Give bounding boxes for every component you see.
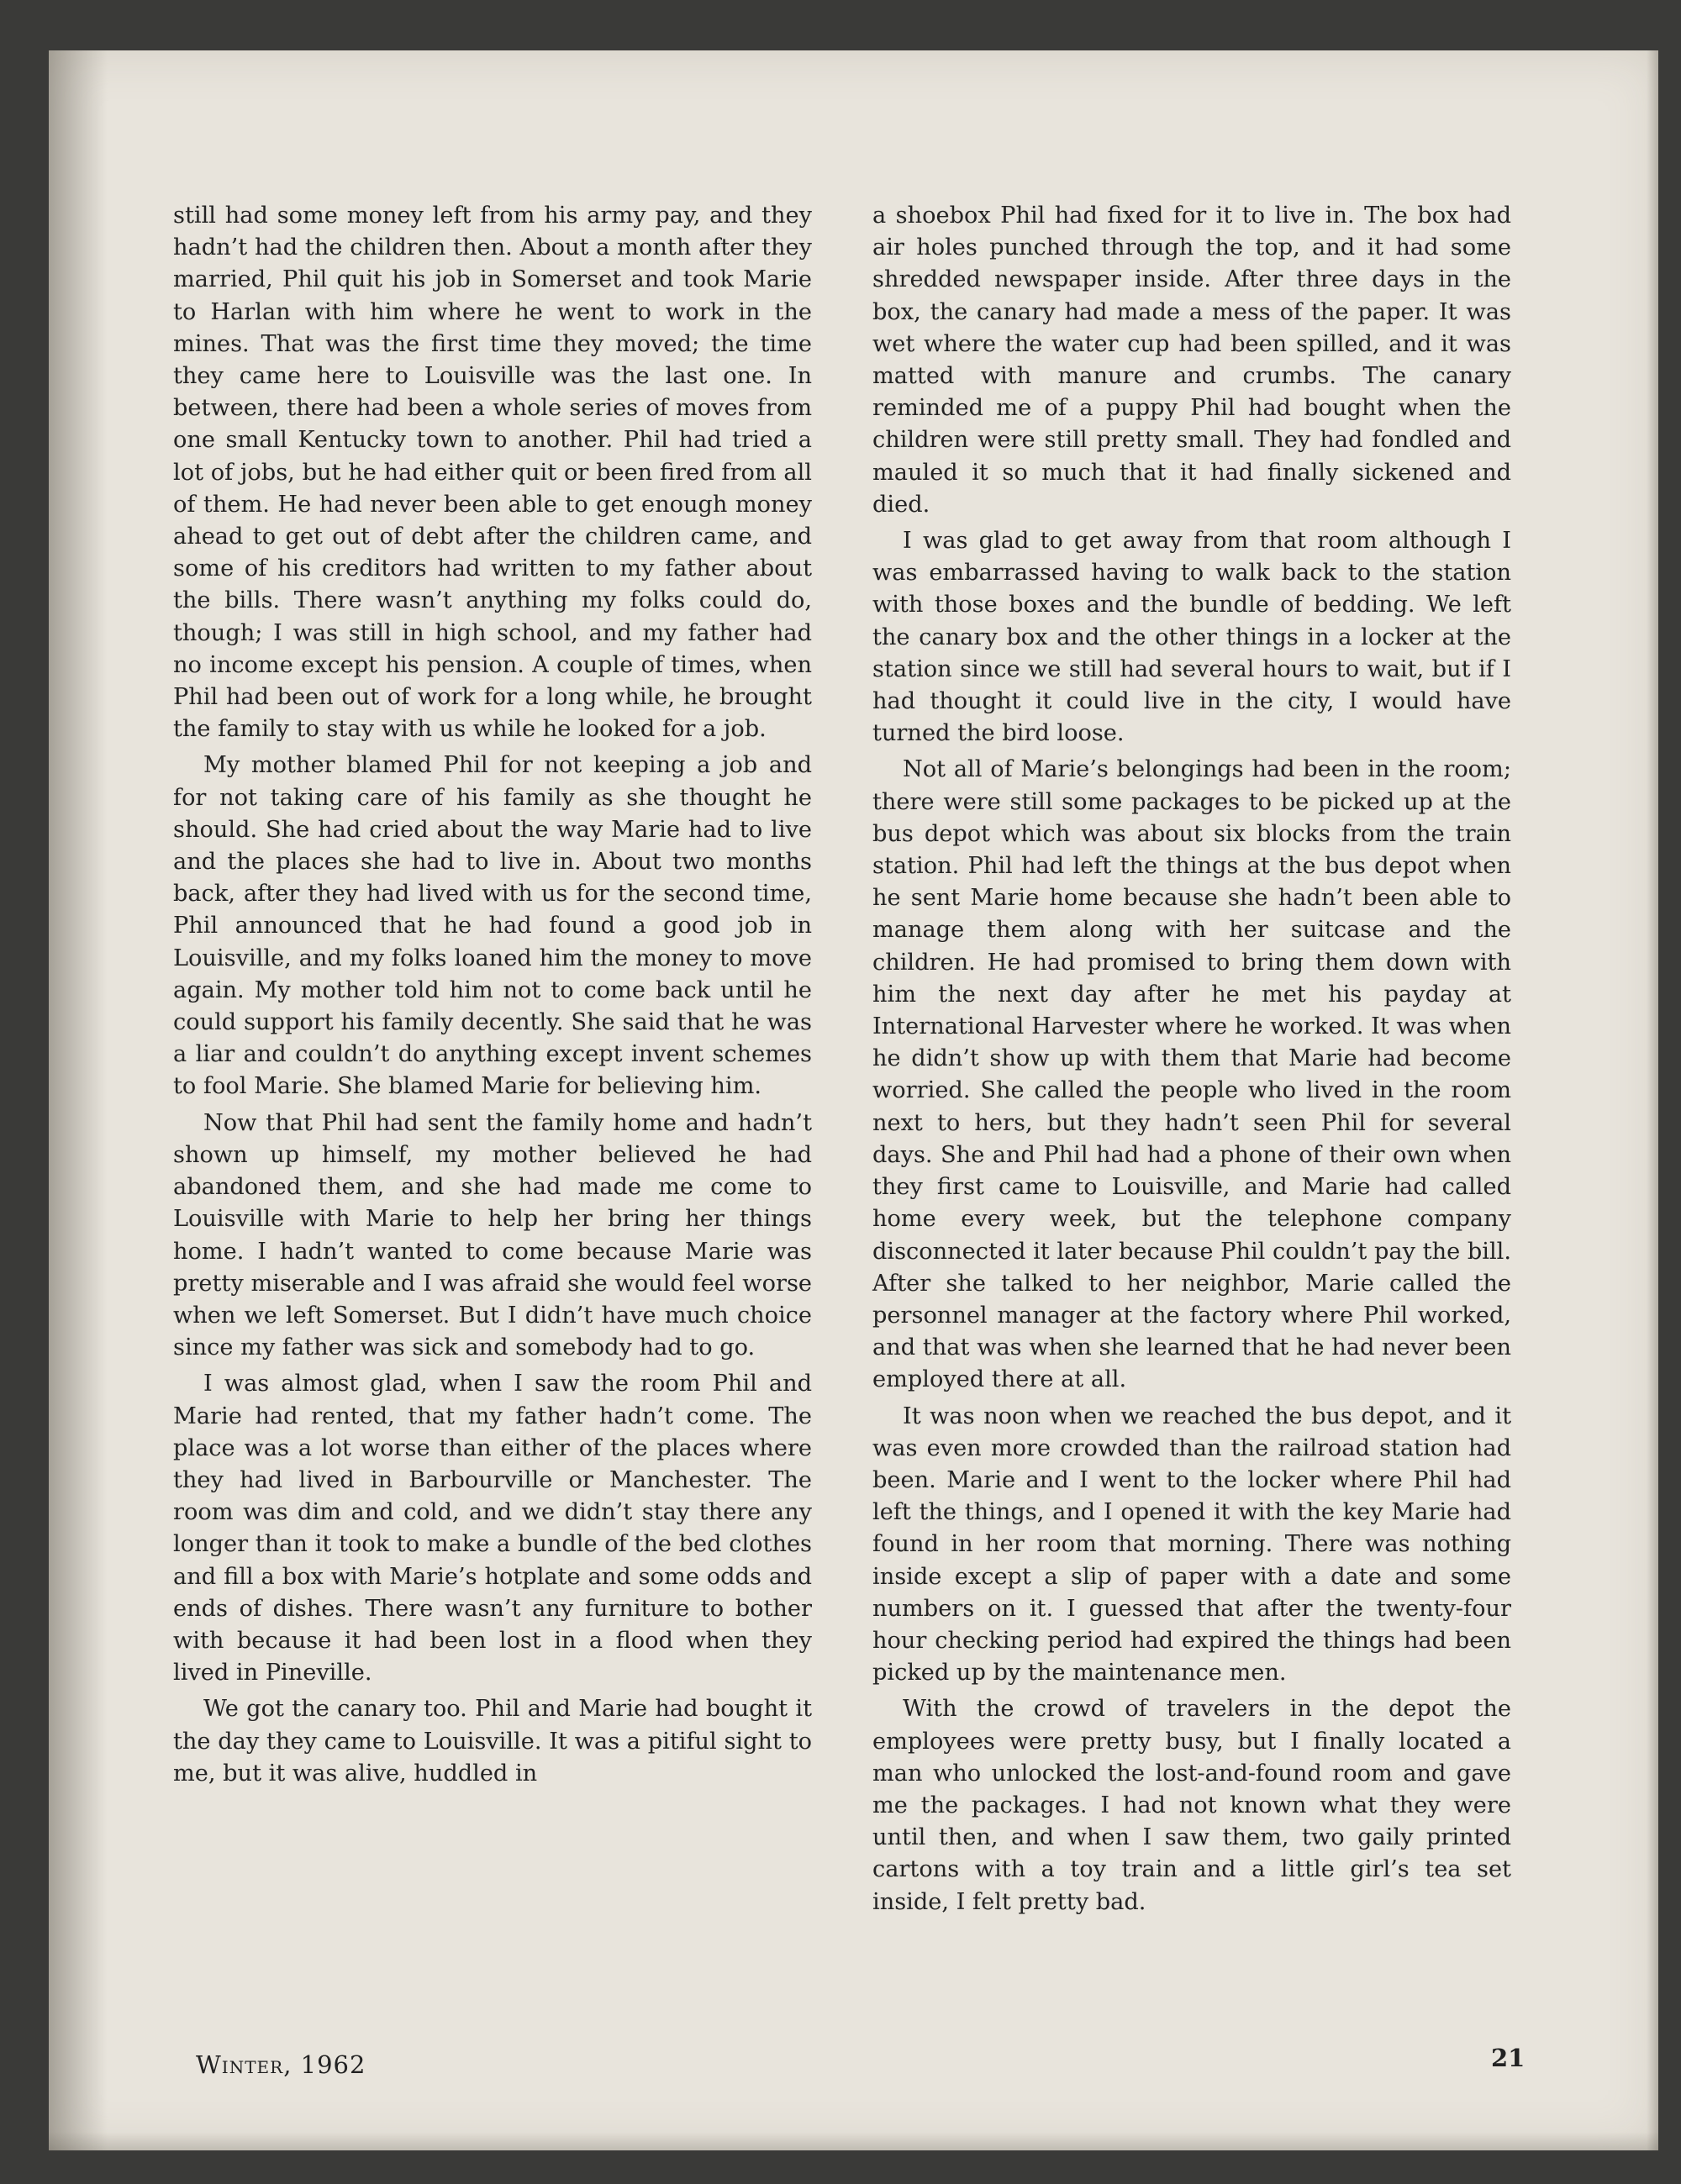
paragraph: We got the canary too. Phil and Marie had bought it the day they came to Louisville. It was a pitiful sight to me, but it was alive, huddled in: [173, 1696, 812, 1787]
issue-date: Winter, 1962: [196, 2050, 366, 2079]
paragraph: With the crowd of travelers in the depot the employees were pretty busy, but I finally located a man who unlocked the lost-and-found room and gave me the packages. I had not known what they were until then, and when I saw them, two gaily printed cartons with a toy train and a little girl’s tea set inside, I felt pretty bad.: [872, 1696, 1511, 1915]
paragraph: a shoebox Phil had fixed for it to live in. The box had air holes punched through the top, and it had some shredded newspaper inside. After three days in the box, the canary had made a mess of the paper. It was wet where the water cup had been spilled, and it was matted with manure and crumbs. The canary reminded me of a puppy Phil had bought when the children were still pretty small. They had fondled and mauled it so much that it had finally sickened and died.: [872, 203, 1511, 518]
paragraph: My mother blamed Phil for not keeping a job and for not taking care of his family as she thought he should. She had cried about the way Marie had to live and the places she had to live in. About two months back, after they had lived with us for the second time, Phil announced that he had found a good job in Louisville, and my folks loaned him the money to move again. My mother told him not to come back until he could support his family decently. She said that he was a liar and couldn’t do anything except invent schemes to fool Marie. She blamed Marie for believing him.: [173, 752, 812, 1100]
paragraph: Now that Phil had sent the family home and hadn’t shown up himself, my mother believed he had abandoned them, and she had made me come to Louisville with Marie to help her bring her things home. I hadn’t wanted to come because Marie was pretty miserable and I was afraid she would feel worse when we left Somerset. But I didn’t have much choice since my father was sick and somebody had to go.: [173, 1109, 812, 1361]
paragraph: still had some money left from his army pay, and they hadn’t had the children then. About a month after they married, Phil quit his job in Somerset and took Marie to Harlan with him where he went to work in the mines. That was the first time they moved; the time they came here to Louisville was the last one. In between, there had been a whole series of moves from one small Kentucky town to another. Phil had tried a lot of jobs, but he had either quit or been fired from all of them. He had never been able to get enough money ahead to get out of debt after the children came, and some of his creditors had written to my father about the bills. There wasn’t anything my folks could do, though; I was still in high school, and my father had no income except his pension. A couple of times, when Phil had been out of work for a long while, he brought the family to stay with us while he looked for a job.: [173, 203, 812, 743]
paragraph: It was noon when we reached the bus depot, and it was even more crowded than the railroad station had been. Marie and I went to the locker where Phil had left the things, and I opened it with the key Marie had found in her room that morning. There was nothing inside except a slip of paper with a date and some numbers on it. I guessed that after the twenty-four hour checking period had expired the things had been picked up by the maintenance men.: [872, 1402, 1511, 1687]
paragraph: I was glad to get away from that room although I was embarrassed having to walk back to the station with those boxes and the bundle of bedding. We left the canary box and the other things in a locker at the station since we still had several hours to wait, but if I had thought it could live in the city, I would have turned the bird loose.: [872, 528, 1511, 747]
paragraph: I was almost glad, when I saw the room Phil and Marie had rented, that my father hadn’t come. The place was a lot worse than either of the places where they had lived in Barbourville or Manchester. The room was dim and cold, and we didn’t stay there any longer than it took to make a bundle of the bed clothes and fill a box with Marie’s hotplate and some odds and ends of dishes. There wasn’t any furniture to bother with because it had been lost in a flood when they lived in Pineville.: [173, 1371, 812, 1687]
paragraph: Not all of Marie’s belongings had been in the room; there were still some packages to be picked up at the bus depot which was about six blocks from the train station. Phil had left the things at the bus depot when he sent Marie home because she hadn’t been able to manage them along with her suitcase and the children. He had promised to bring them down with him the next day after he met his payday at International Harvester where he worked. It was when he didn’t show up with them that Marie had become worried. She called the people who lived in the room next to hers, but they hadn’t seen Phil for several days. She and Phil had had a phone of their own when they first came to Louisville, and Marie had called home every week, but the telephone company disconnected it later because Phil couldn’t pay the bill. After she talked to her neighbor, Marie called the personnel manager at the factory where Phil worked, and that was when she learned that he had never been employed there at all.: [872, 756, 1511, 1393]
page-number: 21: [1491, 2044, 1526, 2072]
left-column: [173, 200, 812, 1790]
right-column: [872, 200, 1511, 1918]
binding-shadow: [49, 50, 108, 2150]
page-bottom-edge: [49, 2132, 1658, 2150]
magazine-page: [49, 50, 1658, 2150]
page-edge: [1647, 50, 1658, 2150]
